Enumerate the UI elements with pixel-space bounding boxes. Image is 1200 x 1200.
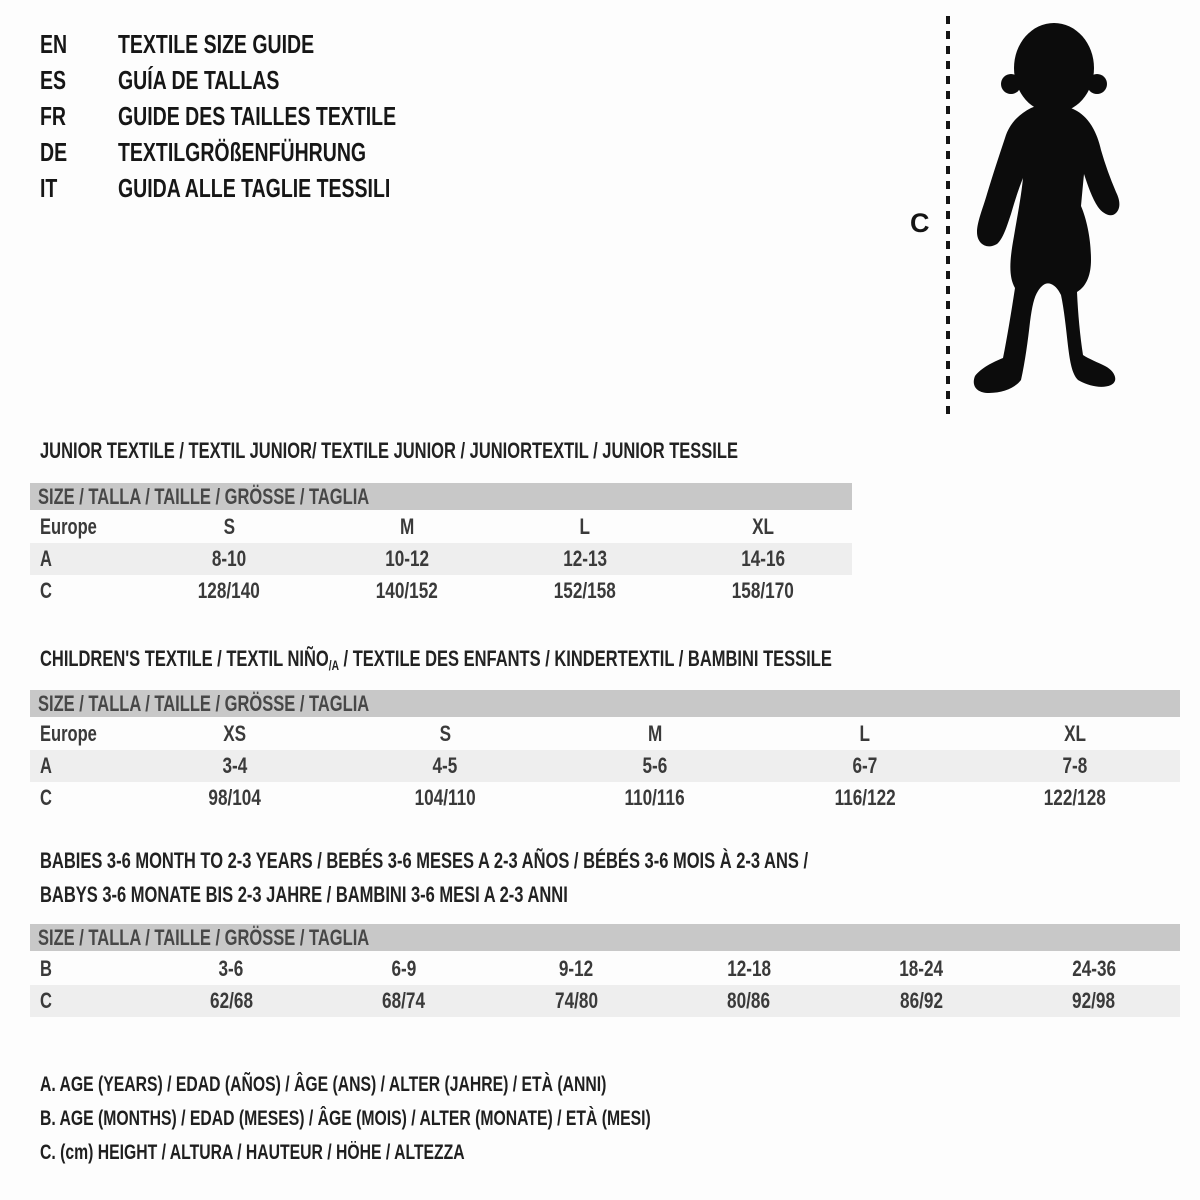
cell: 6-9 [391,956,417,981]
row-label: C [40,988,52,1013]
row-label: Europe [40,514,97,539]
junior-section-title [40,434,971,468]
cell: L [859,721,871,746]
row-label: C [40,785,52,810]
cell: 5-6 [642,753,668,778]
language-row-it [40,170,489,206]
table-row-babies-height [30,985,1180,1017]
cell: 9-12 [559,956,594,981]
row-label: Europe [40,721,97,746]
cell: 152/158 [553,578,617,603]
language-code: DE [40,137,68,167]
junior-size-header-label: SIZE / TALLA / TAILLE / GRÖSSE / TAGLIA [38,484,370,509]
table-row-children-age [30,750,1180,782]
height-measure-label: C [910,208,930,238]
cell: 12-13 [563,546,607,571]
language-row-fr [40,98,489,134]
cell: 12-18 [726,956,771,981]
cell: S [439,721,451,746]
table-row-children-height [30,782,1180,814]
row-label: C [40,578,52,603]
children-title-pre: CHILDREN'S TEXTILE / TEXTIL NIÑO [40,646,329,671]
cell: 122/128 [1043,785,1107,810]
cell: 98/104 [208,785,262,810]
height-dashed-line [946,16,950,414]
cell: 86/92 [899,988,943,1013]
cell: 3-4 [222,753,248,778]
legend-c-text: C. (cm) HEIGHT / ALTURA / HAUTEUR / HÖHE / ALTEZZA [40,1141,465,1164]
row-label: A [40,753,52,778]
row-label: B [40,956,52,981]
cell: XS [223,721,247,746]
cell: M [647,721,663,746]
children-title-post: / TEXTILE DES ENFANTS / KINDERTEXTIL / BAMBINI TESSILE [338,646,832,671]
language-label: GUIDA ALLE TAGLIE TESSILI [118,173,391,203]
language-label: GUIDE DES TAILLES TEXTILE [118,101,397,131]
table-row-junior-age [30,543,852,575]
cell: 140/152 [375,578,439,603]
language-label: TEXTILE SIZE GUIDE [118,29,315,59]
cell: 68/74 [382,988,426,1013]
legend [40,1068,854,1170]
babies-size-header-label: SIZE / TALLA / TAILLE / GRÖSSE / TAGLIA [38,925,370,950]
cell: 104/110 [414,785,476,810]
junior-size-header-bar [30,483,852,510]
language-list [40,26,489,206]
cell: 8-10 [211,546,247,571]
cell: 92/98 [1072,988,1116,1013]
table-row-babies-months [30,953,1180,985]
children-section-title [40,642,1096,683]
table-row-junior-europe [30,511,852,543]
language-label: TEXTILGRÖßENFÜHRUNG [118,137,367,167]
row-label: A [40,546,52,571]
junior-section-title-text: JUNIOR TEXTILE / TEXTIL JUNIOR/ TEXTILE JUNIOR / JUNIORTEXTIL / JUNIOR TESSILE [40,438,738,463]
babies-title-line2: BABYS 3-6 MONATE BIS 2-3 JAHRE / BAMBINI 3-6 MESI A 2-3 ANNI [40,882,568,907]
language-row-de [40,134,489,170]
table-row-children-europe [30,718,1180,750]
language-row-es [40,62,489,98]
cell: XL [1064,721,1086,746]
children-title-sub: /A [328,657,339,673]
babies-size-header-bar [30,924,1180,951]
children-size-header-label: SIZE / TALLA / TAILLE / GRÖSSE / TAGLIA [38,691,370,716]
cell: 3-6 [218,956,244,981]
cell: 110/116 [624,785,686,810]
legend-b-text: B. AGE (MONTHS) / EDAD (MESES) / ÂGE (MOIS) / ALTER (MONATE) / ETÀ (MESI) [40,1107,651,1130]
language-row-en [40,26,489,62]
cell: 80/86 [727,988,771,1013]
language-code: FR [40,101,67,131]
cell: 6-7 [852,753,878,778]
cell: 14-16 [741,546,785,571]
language-code: ES [40,65,67,95]
children-size-header-bar [30,690,1180,717]
legend-line-c [40,1136,854,1170]
cell: 24-36 [1071,956,1116,981]
cell: L [579,514,591,539]
cell: 74/80 [554,988,598,1013]
language-label: GUÍA DE TALLAS [118,65,280,95]
cell: XL [752,514,774,539]
toddler-silhouette-icon [958,14,1144,416]
cell: 4-5 [432,753,458,778]
cell: 62/68 [209,988,253,1013]
cell: 10-12 [385,546,429,571]
cell: 116/122 [834,785,896,810]
cell: 158/170 [731,578,795,603]
table-row-junior-height [30,575,852,607]
cell: M [399,514,415,539]
legend-a-text: A. AGE (YEARS) / EDAD (AÑOS) / ÂGE (ANS) / ALTER (JAHRE) / ETÀ (ANNI) [40,1073,607,1096]
language-code: EN [40,29,68,59]
language-code: IT [40,173,58,203]
children-section-title-text [40,642,832,683]
legend-line-a [40,1068,854,1102]
babies-section-title [40,844,1064,912]
cell: S [223,514,235,539]
cell: 128/140 [197,578,261,603]
cell: 7-8 [1062,753,1088,778]
babies-title-line1: BABIES 3-6 MONTH TO 2-3 YEARS / BEBÉS 3-6 MESES A 2-3 AÑOS / BÉBÉS 3-6 MOIS À 2-3 ANS / [40,848,809,873]
cell: 18-24 [899,956,944,981]
legend-line-b [40,1102,854,1136]
